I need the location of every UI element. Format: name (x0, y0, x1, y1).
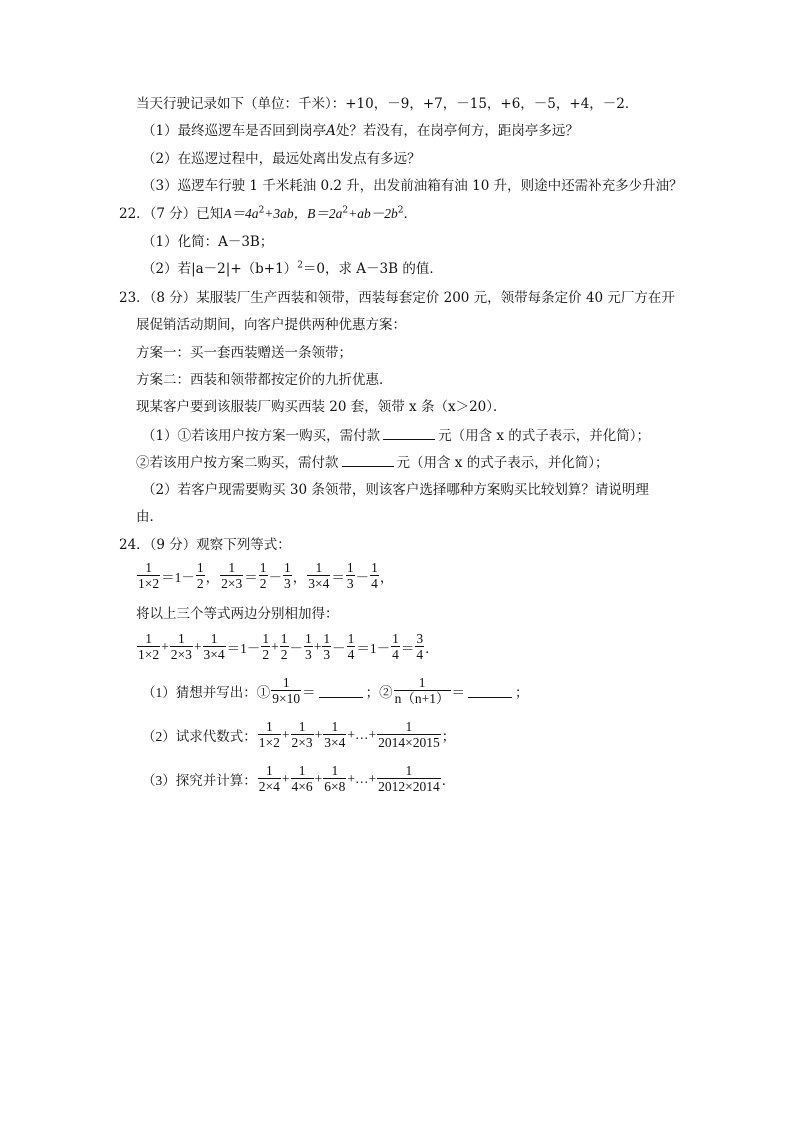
fraction: $\frac{1}{3\times 4}$ (203, 631, 225, 662)
answer-blank-2[interactable] (342, 453, 394, 467)
fraction: $\frac{3}{4}$ (416, 631, 424, 662)
q23-sub3: （2）若客户现需要购买 30 条领带，则该客户选择哪种方案购买比较划算？请说明理 (142, 482, 649, 498)
answer-blank-3[interactable] (319, 684, 363, 698)
fraction: $\frac{1}{1\times 2}$ (138, 560, 160, 591)
fraction: $\frac{1}{3\times 4}$ (308, 560, 330, 591)
fraction: $\frac{1}{3}$ (305, 631, 312, 662)
q24-add-line: 将以上三个等式两边分别相加得： (136, 606, 339, 622)
fraction: $\frac{1}{9\times 10}$ (272, 675, 301, 706)
fraction: $\frac{1}{2}$ (262, 631, 270, 662)
fraction: $\frac{1}{2\times 3}$ (221, 560, 243, 591)
q21-intro: 当天行驶记录如下（单位：千米）：+10，－9，+7，－15，+6，－5，+4，－2． (136, 96, 639, 112)
fraction: $\frac{1}{4}$ (371, 560, 378, 591)
q23-sub3-end: 由． (136, 509, 163, 525)
q23-line5: 现某客户要到该服装厂购买西装 20 套，领带 x 条（x＞20）． (136, 399, 507, 415)
q21-part1: （1）最终巡逻车是否回到岗亭A处？若没有，在岗亭何方，距岗亭多远？ (142, 123, 579, 139)
q24-part2: （2）试求代数式： $\frac{1}{1\times 2}$ + $\frac{1}{2\times 3}$ + $\frac{1}{3\times 4}$ +…+ $\frac{1}{2014\times 2015}$ ； (142, 719, 456, 750)
fraction: $\frac{1}{4\times 6}$ (291, 763, 313, 794)
fraction: $\frac{1}{2}$ (259, 560, 267, 591)
fraction: $\frac{1}{6\times 8}$ (324, 763, 346, 794)
q23-sub2: ②若该用户按方案二购买，需付款 元（用含 x 的式子表示，并化简）； (136, 455, 609, 471)
fraction: $\frac{1}{2014\times 2015}$ (378, 719, 440, 750)
fraction: $\frac{1}{1\times 2}$ (138, 631, 160, 662)
q22-part1: （1）化简：A－3B； (142, 234, 274, 250)
q23-line2: 展促销活动期间，向客户提供两种优惠方案： (136, 317, 406, 333)
fraction: $\frac{1}{2}$ (280, 631, 288, 662)
q24-equalities: $\frac{1}{1\times 2}$ ＝1－ $\frac{1}{2}$ ， $\frac{1}{2\times 3}$ ＝ $\frac{1}{2}$ － $\frac{1}{3}$ ， $\frac{1}{3\times 4}$ ＝ $\frac{1}{3}$ － $\frac{1}{4}$ ， (138, 560, 394, 591)
fraction: $\frac{1}{1\times 2}$ (258, 719, 280, 750)
fraction: $\frac{1}{2\times 3}$ (170, 631, 192, 662)
answer-blank-4[interactable] (468, 684, 512, 698)
fraction: $\frac{1}{3}$ (323, 631, 331, 662)
q24-part3: （3）探究并计算： $\frac{1}{2\times 4}$ + $\frac{1}{4\times 6}$ + $\frac{1}{6\times 8}$ +…+ $\frac{1}{2012\times 2014}$ ． (142, 763, 456, 794)
fraction: $\frac{1}{3\times 4}$ (324, 719, 346, 750)
q23-sub1: （1）①若该用户按方案一购买，需付款 元（用含 x 的式子表示，并化简）； (142, 428, 651, 444)
q21-part2: （2）在巡逻过程中，最远处离出发点有多远？ (142, 151, 421, 167)
q22-heading: 22．（7 分）已知$A=4a^2+3ab$，$B=2a^2+ab-2b^2$． (119, 205, 418, 222)
answer-blank-1[interactable] (383, 426, 435, 440)
q23-plan2: 方案二：西装和领带都按定价的九折优惠． (136, 372, 393, 388)
fraction: $\frac{1}{n(n+1)}$ (394, 675, 450, 706)
q24-sum-equality: $\frac{1}{1\times 2}$ + $\frac{1}{2\times 3}$ + $\frac{1}{3\times 4}$ ＝1－ $\frac{1}{2}$ + $\frac{1}{2}$ － $\frac{1}{3}$ + $\frac{1}{3}$ － $\frac{1}{4}$ ＝1 － $\frac{1}{4}$ ＝ $\frac{3}{4}$ ． (138, 631, 439, 662)
fraction: $\frac{1}{2012\times 2014}$ (378, 763, 440, 794)
q22-part2: （2）若$|a-2|+(b+1)^2=0$，求 A－3B 的值． (142, 260, 443, 277)
fraction: $\frac{1}{2\times 4}$ (258, 763, 280, 794)
q24-part1: （1）猜想并写出：① $\frac{1}{9\times 10}$ ＝ ；② $\frac{1}{n(n+1)}$ ＝ ； (142, 675, 529, 706)
q24-heading: 24．（9 分）观察下列等式： (119, 537, 291, 553)
fraction: $\frac{1}{4}$ (347, 631, 355, 662)
fraction: $\frac{1}{3}$ (284, 560, 291, 591)
fraction: $\frac{1}{4}$ (392, 631, 399, 662)
q21-part3: （3）巡逻车行驶 1 千米耗油 0.2 升，出发前油箱有油 10 升，则途中还需补充多少升油？ (142, 178, 683, 194)
fraction: $\frac{1}{2}$ (196, 560, 204, 591)
q23-plan1: 方案一：买一套西装赠送一条领带； (136, 345, 352, 361)
q23-line1: 23．（8 分）某服装厂生产西装和领带，西装每套定价 200 元，领带每条定价 40 元厂方在开 (119, 290, 675, 306)
fraction: $\frac{1}{3}$ (346, 560, 354, 591)
fraction: $\frac{1}{2\times 3}$ (291, 719, 313, 750)
